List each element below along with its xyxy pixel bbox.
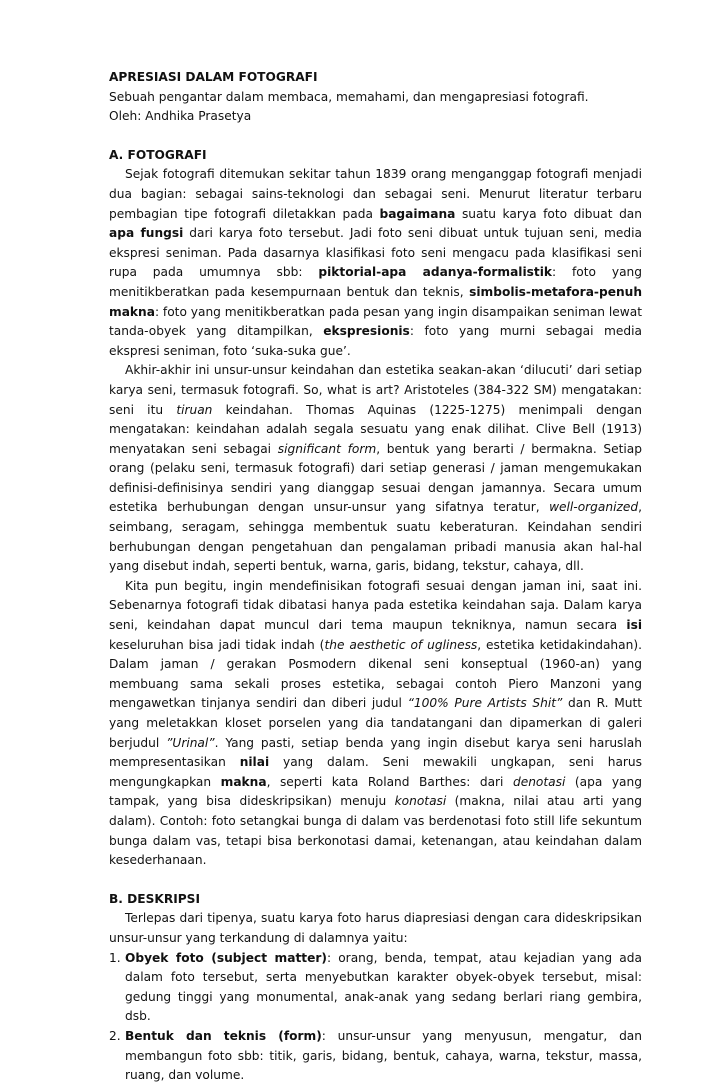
text-run: , seperti kata Roland Barthes: dari: [266, 774, 513, 789]
bold-term: makna: [220, 774, 267, 789]
text-run: yang dalam. Seni mewakili ungkapan, seni harus mengungkapkan: [109, 755, 643, 789]
text-run: , estetika ketidakindahan). Dalam jaman / gerakan Posmodern dikenal seni konseptual (1960-an) yang membuang sama sekali proses estetika, sebagai contoh Piero Manzoni yang mengawetkan tinjanya sendiri dan diberi judul: [109, 637, 642, 711]
text-run: : foto yang menitikberatkan pada kesempurnaan bentuk dan teknis,: [109, 265, 642, 299]
text-run: dari karya foto tersebut. Jadi foto seni dibuat untuk tujuan seni, media ekspresi seniman. Pada dasarnya klasifikasi foto seni mengacu pada klasifikasi seni rupa pada umumnya sbb:: [109, 226, 642, 280]
text-run: suatu karya foto dibuat dan: [455, 206, 642, 221]
text-run: (makna, nilai atau arti yang dalam). Contoh: foto setangkai bunga di dalam vas berdenotasi foto still life sekuntum bunga dalam vas, tetapi bisa berkonotasi damai, ketenangan, atau keindahan dalam kesederhanaan.: [109, 794, 643, 868]
bold-term: apa fungsi: [109, 226, 184, 241]
text-run: . Yang pasti, setiap benda yang ingin disebut karya seni haruslah mempresentasikan: [109, 735, 642, 770]
italic-term: “100% Pure Artists Shit”: [407, 696, 563, 711]
element-list: [109, 949, 642, 1086]
text-run: : foto yang menitikberatkan pada pesan yang ingin disampaikan seniman lewat tanda-obyek yang ditampilkan,: [109, 304, 642, 339]
bold-term: nilai: [239, 755, 270, 770]
section-a-paragraph-1: [109, 165, 642, 361]
bold-term: bagaimana: [379, 206, 456, 221]
section-a-heading: A. FOTOGRAFI: [109, 147, 207, 162]
spacer: [109, 871, 642, 890]
text-run: : unsur-unsur yang menyusun, mengatur, dan membangun foto sbb: titik, garis, bidang, bentuk, cahaya, warna, tekstur, massa, ruang, dan volume.: [125, 1028, 642, 1083]
section-b-intro: Terlepas dari tipenya, suatu karya foto harus diapresiasi dengan cara dideskripsikan unsur-unsur yang terkandung di dalamnya yaitu:: [109, 911, 642, 945]
section-b-heading: B. DESKRIPSI: [109, 891, 200, 906]
document-subtitle: Sebuah pengantar dalam membaca, memahami, dan mengapresiasi fotografi.: [109, 89, 589, 104]
text-run: Akhir-akhir ini unsur-unsur keindahan dan estetika seakan-akan ‘dilucuti’ dari setiap karya seni, termasuk fotografi. So, what is art? Aristoteles (384-322 SM) mengatakan: seni itu: [109, 363, 642, 417]
italic-term: ”Urinal”: [166, 735, 215, 750]
list-item: [109, 949, 642, 1027]
italic-term: tiruan: [176, 402, 213, 417]
section-a-paragraph-2: [109, 361, 642, 577]
bold-term: Bentuk dan teknis (form): [125, 1028, 322, 1043]
text-run: keseluruhan bisa jadi tidak indah (: [109, 637, 325, 652]
text-run: : orang, benda, tempat, atau kejadian yang ada dalam foto tersebut, serta menyebutkan karakter obyek-obyek tersebut, misal: gedung tinggi yang monumental, anak-anak yang sedang berlari riang gembira, dsb.: [125, 950, 642, 1024]
list-item: [109, 1027, 642, 1086]
bold-term: isi: [626, 618, 642, 633]
text-run: (apa yang tampak, yang bisa dideskripsikan) menuju: [109, 774, 642, 809]
list-number: 2.: [109, 1028, 121, 1043]
italic-term: significant form: [277, 441, 377, 456]
italic-term: konotasi: [394, 794, 447, 809]
text-run: : foto yang murni sebagai media ekspresi seniman, foto ‘suka-suka gue’.: [109, 324, 642, 358]
document-title: APRESIASI DALAM FOTOGRAFI: [109, 70, 318, 84]
text-run: keindahan. Thomas Aquinas (1225-1275) menimpali dengan mengatakan: keindahan adalah segala sesuatu yang enak dilihat. Clive Bell (1913) menyatakan seni sebagai: [109, 402, 642, 456]
bold-term: Obyek foto (subject matter): [125, 950, 327, 965]
text-run: Sejak fotografi ditemukan sekitar tahun 1839 orang menganggap fotografi menjadi dua bagian: sebagai sains-teknologi dan sebagai seni. Menurut literatur terbaru pembagian tipe fotografi diletakkan pada: [109, 167, 642, 221]
bold-term: ekspresionis: [323, 324, 410, 339]
text-run: , seimbang, seragam, sehingga membentuk suatu keberaturan. Keindahan sendiri berhubungan dengan pengetahuan dan pengalaman pribadi manusia akan hal-hal yang disebut indah, seperti bentuk, warna, garis, bidang, tekstur, cahaya, dll.: [109, 500, 642, 574]
text-run: Kita pun begitu, ingin mendefinisikan fotografi sesuai dengan jaman ini, saat ini. Sebenarnya fotografi tidak dibatasi hanya pada estetika keindahan saja. Dalam karya seni, keindahan dapat muncul dari tema maupun tekniknya, namun secara: [109, 578, 642, 633]
list-number: 1.: [109, 950, 121, 965]
section-a-paragraph-3: [109, 577, 642, 871]
italic-term: the aesthetic of ugliness: [324, 637, 478, 652]
text-run: , bentuk yang berarti / bermakna. Setiap orang (pelaku seni, termasuk fotografi) dari setiap generasi / jaman mengemukakan definisi-definisinya sendiri yang dianggap sesuai dengan jamannya. Secara umum estetika berhubungan dengan unsur-unsur yang sifatnya teratur,: [109, 441, 642, 515]
bold-term: simbolis-metafora-penuh makna: [109, 284, 642, 319]
spacer: [109, 127, 642, 146]
bold-term: piktorial-apa adanya-formalistik: [318, 265, 553, 280]
italic-term: well-organized: [549, 500, 639, 515]
document-author: Oleh: Andhika Prasetya: [109, 109, 252, 124]
italic-term: denotasi: [512, 774, 566, 789]
text-run: dan R. Mutt yang meletakkan kloset porselen yang dia tandatangani dan dipamerkan di galeri berjudul: [109, 696, 642, 750]
